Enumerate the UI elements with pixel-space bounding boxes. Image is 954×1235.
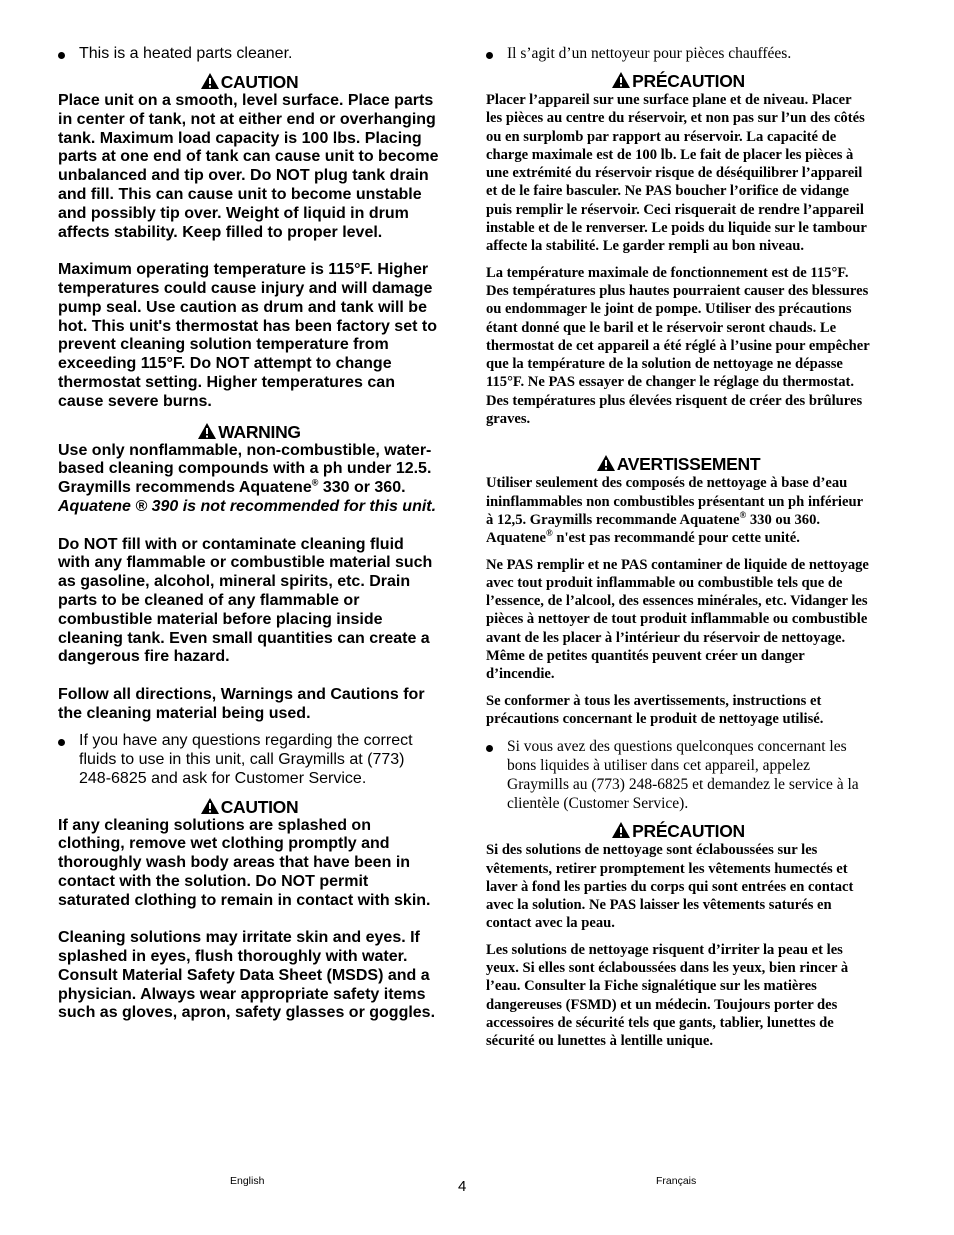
warning-paragraph: Follow all directions, Warnings and Cautions for the cleaning material being used. [58, 685, 425, 722]
italic-note: Aquatene ® 390 is not recommended for this unit. [58, 497, 437, 515]
warning-triangle-icon [197, 422, 217, 440]
bullet-icon [486, 52, 493, 59]
bullet-text: This is a heated parts cleaner. [79, 45, 293, 62]
warning-triangle-icon [200, 72, 220, 90]
precaution-paragraph: Placer l’appareil sur une surface plane et de niveau. Placer les pièces au centre du réservoir, et non pas sur l’un des côtés ou en surplomb par rapport au réservoir. La capacité de charge maximale est de 100 lb. Le fait de placer les pièces à une extrémité du réservoir risque de déséquilibrer l’appareil et de le faire basculer. Ne PAS boucher l’orifice de vidange puis remplir le réservoir. Ceci risquerait de rendre l’appareil instable et de le renverser. Le poids du liquide sur le tambour affecte la stabilité. Le garder rempli au bon niveau. [486, 92, 867, 255]
bullet-item [58, 731, 440, 788]
avertissement-paragraph: Ne PAS remplir et ne PAS contaminer de liquide de nettoyage avec tout produit inflammable ou combustible tels que de l’essence, de l’alcool, des essences minérales, etc. Vidanger les pièces à nettoyer de tout produit inflammable ou combustible avant de les placer à l’intérieur du réservoir de nettoyage. Même de petites quantités peuvent créer un danger d’incendie. [486, 556, 869, 683]
precaution-paragraph: Si des solutions de nettoyage sont éclaboussées sur les vêtements, retirer promptement les vêtements humectés et laver à fond les parties du corps qui sont entrées en contact avec la solution. Ne PAS laisser les vêtements saturés en contact avec la peau. [486, 842, 854, 932]
bullet-item [486, 737, 870, 813]
english-column [58, 44, 440, 1023]
bullet-item [58, 44, 440, 63]
warning-triangle-icon [200, 797, 220, 815]
caution-paragraph: Place unit on a smooth, level surface. Place parts in center of tank, not at either end or overhanging tank. Maximum load capacity is 100 lbs. Placing parts at one end of tank can cause unit to become unbalanced and tip over. Do NOT plug tank drain and fill. This can cause unit to become unstable and possibly tip over. Weight of liquid in drum affects stability. Keep filled to proper level. [58, 92, 439, 241]
warning-triangle-icon [611, 71, 631, 89]
bullet-icon [58, 52, 65, 59]
footer-language-french: Français [656, 1175, 697, 1187]
caution-paragraph: Maximum operating temperature is 115°F. Higher temperatures could cause injury and will damage pump seal. Use caution as drum and tank will be hot. This unit's thermostat has been factory set to prevent cleaning solution temperature from exceeding 115°F. Do NOT attempt to change thermostat setting. Higher temperatures can cause severe burns. [58, 261, 437, 410]
precaution-heading: PRÉCAUTION [486, 71, 870, 91]
warning-paragraph: Do NOT fill with or contaminate cleaning fluid with any flammable or combustible material such as gasoline, alcohol, mineral spirits, etc. Drain parts to be cleaned of any flammable or combustible material before placing inside cleaning tank. Even small quantities can create a dangerous fire hazard. [58, 535, 433, 666]
bullet-item [486, 44, 870, 63]
precaution-heading: PRÉCAUTION [486, 821, 870, 841]
avertissement-paragraph: Utiliser seulement des composés de nettoyage à base d’eau ininflammables non combustibles présentant un ph inférieur à 12,5. Graymills recommande Aquatene® 330 ou 360. Aquatene® n'est pas recommandé pour cette unité. [486, 475, 863, 547]
avertissement-heading: AVERTISSEMENT [486, 454, 870, 474]
precaution-paragraph: La température maximale de fonctionnement est de 115°F. Des températures plus hautes pourraient causer des blessures ou endommager le joint de pompe. Utiliser des précautions étant donné que le baril et le réservoir seront chauds. Le thermostat de cet appareil a été réglé à l’usine pour empêcher que la température de la solution de nettoyage ne dépasse 115°F. Ne PAS essayer de changer le réglage du thermostat. Des températures plus élevées risquent de créer des brûlures graves. [486, 264, 870, 428]
footer-language-english: English [230, 1175, 265, 1187]
bullet-icon [58, 739, 65, 746]
precaution-paragraph: Les solutions de nettoyage risquent d’irriter la peau et les yeux. Si elles sont éclaboussées dans les yeux, bien rincer à l’eau. Consulter la Fiche signalétique sur les matières dangereuses (FSMD) et un médecin. Toujours porter des accessoires de sécurité tels que gants, tablier, lunettes de sécurité ou lunettes à lentille unique. [486, 941, 849, 1050]
avertissement-paragraph: Se conformer à tous les avertissements, instructions et précautions concernant le produit de nettoyage utilisé. [486, 692, 824, 727]
bullet-icon [486, 745, 493, 752]
french-column [486, 44, 870, 1050]
bullet-text: Il s’agit d’un nettoyeur pour pièces chauffées. [507, 45, 792, 62]
warning-triangle-icon [596, 454, 616, 472]
bullet-text: Si vous avez des questions quelconques concernant les bons liquides à utiliser dans cet appareil, appelez Graymills au (773) 248-6825 et demandez le service à la clientèle (Customer Service). [507, 738, 859, 813]
warning-paragraph: Use only nonflammable, non-combustible, water-based cleaning compounds with a ph under 12.5. Graymills recommends Aquatene® 330 or 360. Aquatene ® 390 is not recommended for this unit. [58, 441, 437, 515]
caution-heading: CAUTION [58, 797, 440, 817]
caution-paragraph: If any cleaning solutions are splashed on clothing, remove wet clothing promptly and thoroughly wash body areas that have been in contact with the solution. Do NOT permit saturated clothing to remain in contact with skin. [58, 816, 431, 909]
caution-heading: CAUTION [58, 72, 440, 92]
warning-triangle-icon [611, 821, 631, 839]
bullet-text: If you have any questions regarding the correct fluids to use in this unit, call Graymills at (773) 248-6825 and ask for Customer Service. [79, 731, 413, 787]
caution-paragraph: Cleaning solutions may irritate skin and eyes. If splashed in eyes, flush thoroughly with water. Consult Material Safety Data Sheet (MSDS) and a physician. Always wear appropriate safety items such as gloves, apron, safety glasses or goggles. [58, 929, 436, 1022]
warning-heading: WARNING [58, 422, 440, 442]
page-number: 4 [458, 1178, 467, 1195]
